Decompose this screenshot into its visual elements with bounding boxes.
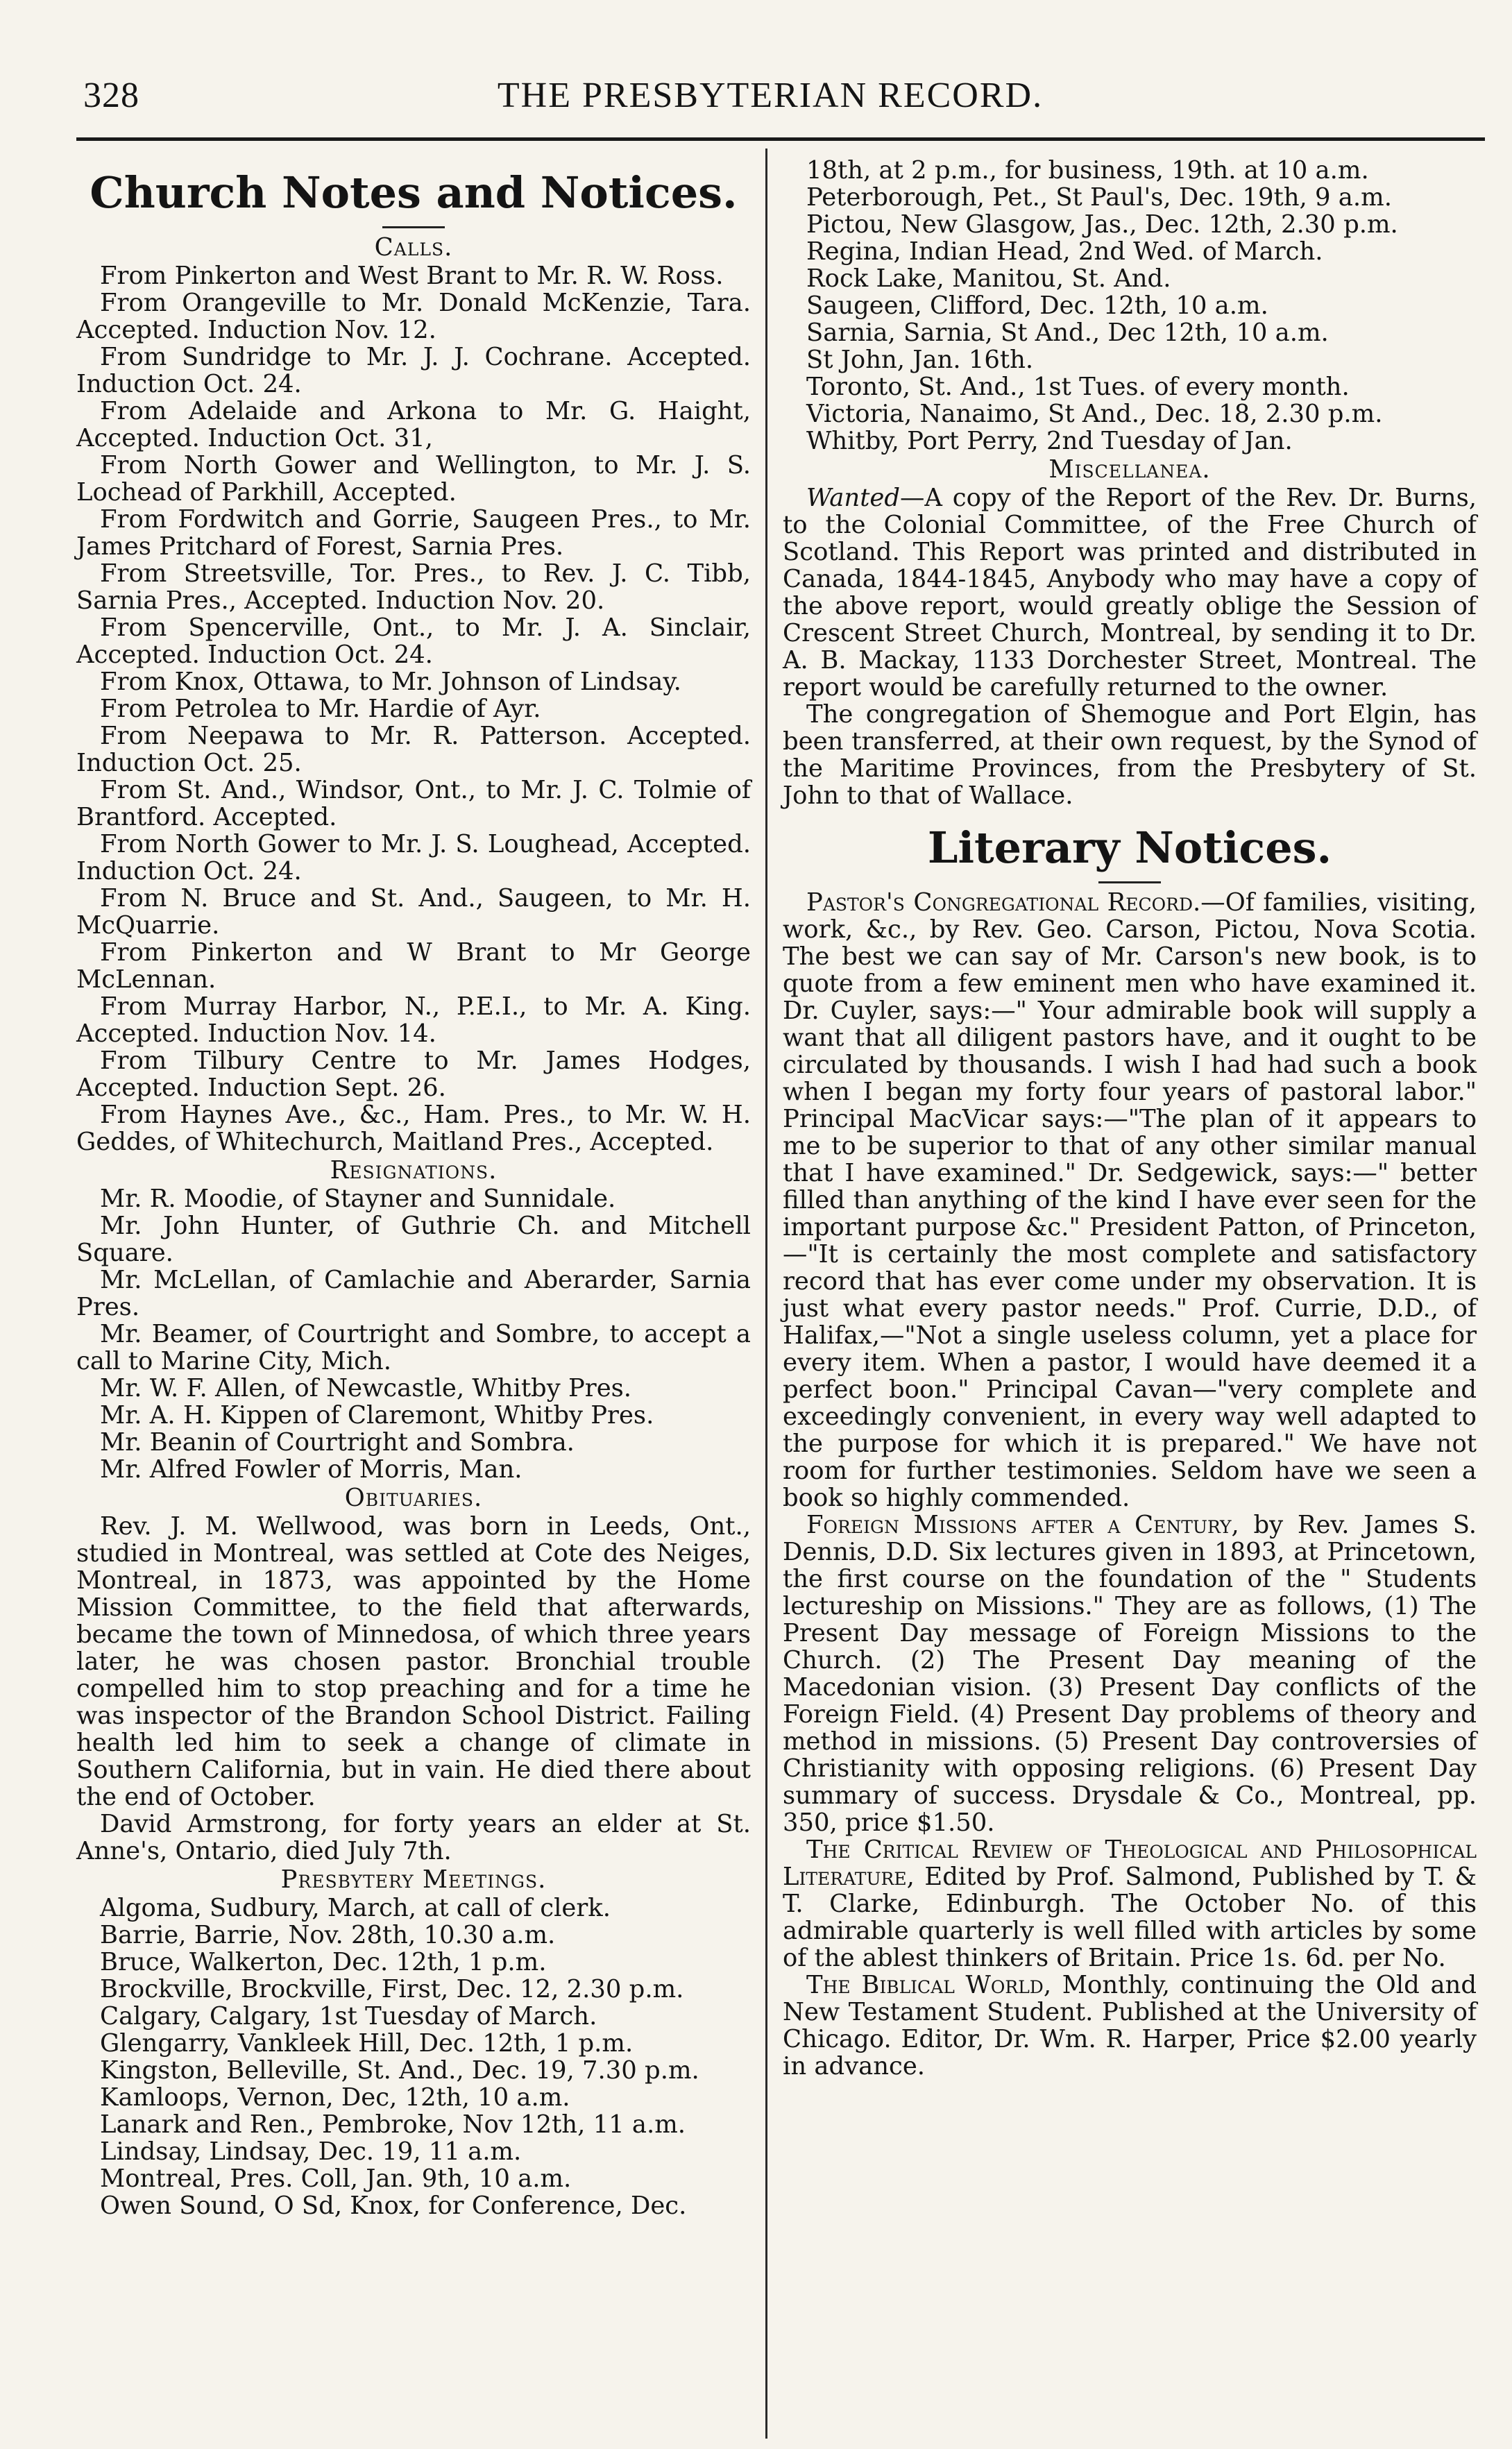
literary-notice-title: The Critical Review of Theological and Philosophical Literature, bbox=[783, 1836, 1477, 1891]
call-entry: From Pinkerton and West Brant to Mr. R. W. Ross. bbox=[100, 262, 724, 290]
call-entry: From Murray Harbor, N., P.E.I., to Mr. A. King. Accepted. Induction Nov. 14. bbox=[76, 992, 751, 1048]
resignation-entry: Mr. Beamer, of Courtright and Sombre, to accept a call to Marine City, Mich. bbox=[76, 1320, 751, 1375]
column-divider bbox=[765, 149, 767, 2439]
meeting-entry: 18th, at 2 p.m., for business, 19th. at 10 a.m. bbox=[806, 156, 1369, 185]
resignations-list bbox=[76, 1185, 751, 1483]
meeting-entry: Brockville, Brockville, First, Dec. 12, 2.30 p.m. bbox=[100, 1975, 684, 2003]
literary-notice-text: by Rev. James S. Dennis, D.D. Six lectures given in 1893, at Princetown, the first course on the foundation of the " Students lectureship on Missions." They are as follows, (1) The Present Day message of Foreign Missions to the Church. (2) The Present Day meaning of the Macedonian vision. (3) Present Day conflicts of the Foreign Field. (4) Present Day problems of theory and method in missions. (5) Present Day controversies of Christianity with opposing religions. (6) Present Day summary of success. Drysdale & Co., Montreal, pp. 350, price $1.50. bbox=[783, 1511, 1477, 1837]
section-title-church-notes: Church Notes and Notices. bbox=[90, 167, 738, 218]
resignations-heading: Resignations. bbox=[330, 1156, 498, 1185]
call-entry: From N. Bruce and St. And., Saugeen, to Mr. H. McQuarrie. bbox=[76, 884, 751, 940]
call-entry: From Sundridge to Mr. J. J. Cochrane. Accepted. Induction Oct. 24. bbox=[76, 343, 751, 398]
call-entry: From Pinkerton and W Brant to Mr George McLennan. bbox=[76, 938, 751, 994]
resignation-entry: Mr. Beanin of Courtright and Sombra. bbox=[100, 1428, 575, 1457]
page-header bbox=[76, 75, 1464, 130]
call-entry: From Tilbury Centre to Mr. James Hodges, Accepted. Induction Sept. 26. bbox=[76, 1046, 751, 1102]
meeting-entry: Calgary, Calgary, 1st Tuesday of March. bbox=[100, 2002, 597, 2031]
calls-heading: Calls. bbox=[374, 233, 453, 262]
call-entry: From Knox, Ottawa, to Mr. Johnson of Lindsay. bbox=[100, 668, 681, 696]
literary-notice bbox=[783, 889, 1477, 1511]
meeting-entry: Lindsay, Lindsay, Dec. 19, 11 a.m. bbox=[100, 2137, 522, 2166]
presbytery-meetings-list bbox=[76, 1895, 751, 2219]
meeting-entry: Victoria, Nanaimo, St And., Dec. 18, 2.30 p.m. bbox=[806, 400, 1383, 428]
literary-notice-text: —Of families, visiting, work, &c., by Rev. Geo. Carson, Pictou, Nova Scotia. The best we can say of Mr. Carson's new book, is to quote from a few eminent men who have examined it. Dr. Cuyler, says:—" Your admirable book will supply a want that all diligent pastors have, and it ought to be circulated by thousands. I wish I had had such a book when I began my forty four years of pastoral labor." Principal MacVicar says:—"The plan of it appears to me to be superior to that of any other similar manual that I have examined." Dr. Sedgewick, says:—" better filled than anything of the kind I have ever seen for the important purpose &c." President Patton, of Princeton,—"It is certainly the most complete and satisfactory record that has ever come under my observation. It is just what every pastor needs." Prof. Currie, D.D., of Halifax,—"Not a single useless column, yet a place for every item. When a pastor, I would have deemed it a perfect boon." Principal Cavan—"very complete and exceedingly convenient, in every way well adapted to the purpose for which it is prepared." We have not room for further testimonies. Seldom have we seen a book so highly commended. bbox=[783, 888, 1477, 1512]
meeting-entry: Saugeen, Clifford, Dec. 12th, 10 a.m. bbox=[806, 291, 1268, 320]
meeting-entry: Kamloops, Vernon, Dec, 12th, 10 a.m. bbox=[100, 2083, 570, 2112]
title-rule bbox=[382, 226, 445, 228]
literary-notice-title: Foreign Missions after a Century, bbox=[806, 1511, 1239, 1539]
meeting-entry: Algoma, Sudbury, March, at call of clerk. bbox=[100, 1894, 611, 1922]
call-entry: From Haynes Ave., &c., Ham. Pres., to Mr. W. H. Geddes, of Whitechurch, Maitland Pres., Accepted. bbox=[76, 1101, 751, 1156]
obituary-entry: Rev. J. M. Wellwood, was born in Leeds, Ont., studied in Montreal, was settled at Cote des Neiges, Montreal, in 1873, was appointed by the Home Mission Committee, to the field that afterwards, became the town of Minnedosa, of which three years later, he was chosen pastor. Bronchial trouble compelled him to stop preaching and for a time he was inspector of the Brandon School District. Failing health led him to seek a change of climate in Southern California, but in vain. He died there about the end of October. bbox=[76, 1512, 751, 1811]
call-entry: From Adelaide and Arkona to Mr. G. Haight, Accepted. Induction Oct. 31, bbox=[76, 397, 751, 452]
literary-notice bbox=[783, 1972, 1477, 2080]
miscellanea-heading: Miscellanea. bbox=[1048, 455, 1211, 484]
shemogue-notice: The congregation of Shemogue and Port Elgin, has been transferred, at their own request, by the Synod of the Maritime Provinces, from the Presbytery of St. John to that of Wallace. bbox=[783, 700, 1477, 810]
literary-notice-title: Pastor's Congregational Record. bbox=[806, 888, 1201, 917]
wanted-text: —A copy of the Report of the Rev. Dr. Burns, to the Colonial Committee, of the Free Church of Scotland. This Report was printed and distributed in Canada, 1844-1845, Anybody who may have a copy of the above report, would greatly oblige the Session of Crescent Street Church, Montreal, by sending it to Dr. A. B. Mackay, 1133 Dorchester Street, Montreal. The report would be carefully returned to the owner. bbox=[783, 484, 1477, 702]
call-entry: From North Gower and Wellington, to Mr. J. S. Lochead of Parkhill, Accepted. bbox=[76, 451, 751, 507]
call-entry: From Neepawa to Mr. R. Patterson. Accepted. Induction Oct. 25. bbox=[76, 722, 751, 777]
call-entry: From Orangeville to Mr. Donald McKenzie, Tara. Accepted. Induction Nov. 12. bbox=[76, 289, 751, 344]
meeting-entry: Lanark and Ren., Pembroke, Nov 12th, 11 a.m. bbox=[100, 2110, 686, 2139]
call-entry: From Streetsville, Tor. Pres., to Rev. J. C. Tibb, Sarnia Pres., Accepted. Induction Nov. 20. bbox=[76, 559, 751, 615]
call-entry: From Petrolea to Mr. Hardie of Ayr. bbox=[100, 695, 541, 723]
right-column bbox=[783, 157, 1477, 2080]
wanted-notice bbox=[783, 484, 1477, 701]
call-entry: From Fordwitch and Gorrie, Saugeen Pres., to Mr. James Pritchard of Forest, Sarnia Pres. bbox=[76, 505, 751, 561]
literary-notice-title: The Biblical World, bbox=[806, 1971, 1052, 1999]
presbytery-meetings-heading: Presbytery Meetings. bbox=[280, 1865, 547, 1894]
meeting-entry: Kingston, Belleville, St. And., Dec. 19, 7.30 p.m. bbox=[100, 2056, 699, 2085]
obituaries-heading: Obituaries. bbox=[344, 1484, 483, 1512]
journal-title: THE PRESBYTERIAN RECORD. bbox=[497, 76, 1044, 115]
resignation-entry: Mr. R. Moodie, of Stayner and Sunnidale. bbox=[100, 1185, 616, 1213]
meeting-entry: Owen Sound, O Sd, Knox, for Conference, Dec. bbox=[100, 2192, 687, 2220]
calls-list bbox=[76, 262, 751, 1155]
resignation-entry: Mr. A. H. Kippen of Claremont, Whitby Pres. bbox=[100, 1401, 654, 1430]
resignation-entry: Mr. McLellan, of Camlachie and Aberarder, Sarnia Pres. bbox=[76, 1266, 751, 1321]
meeting-entry: St John, Jan. 16th. bbox=[806, 346, 1034, 374]
left-column bbox=[76, 157, 751, 2219]
call-entry: From St. And., Windsor, Ont., to Mr. J. C. Tolmie of Brantford. Accepted. bbox=[76, 776, 751, 831]
resignation-entry: Mr. John Hunter, of Guthrie Ch. and Mitchell Square. bbox=[76, 1212, 751, 1267]
call-entry: From North Gower to Mr. J. S. Loughead, Accepted. Induction Oct. 24. bbox=[76, 830, 751, 885]
meeting-entry: Sarnia, Sarnia, St And., Dec 12th, 10 a.m. bbox=[806, 319, 1329, 347]
literary-notice bbox=[783, 1836, 1477, 1972]
meeting-entry: Rock Lake, Manitou, St. And. bbox=[806, 264, 1171, 293]
presbytery-meetings-continued bbox=[783, 157, 1477, 455]
meeting-entry: Regina, Indian Head, 2nd Wed. of March. bbox=[806, 237, 1323, 266]
meeting-entry: Peterborough, Pet., St Paul's, Dec. 19th, 9 a.m. bbox=[806, 183, 1392, 212]
obituary-entry: David Armstrong, for forty years an elder at St. Anne's, Ontario, died July 7th. bbox=[76, 1810, 751, 1865]
page-number: 328 bbox=[83, 76, 139, 115]
resignation-entry: Mr. W. F. Allen, of Newcastle, Whitby Pres. bbox=[100, 1374, 632, 1403]
meeting-entry: Barrie, Barrie, Nov. 28th, 10.30 a.m. bbox=[100, 1921, 556, 1949]
literary-notices-list bbox=[783, 889, 1477, 2080]
meeting-entry: Whitby, Port Perry, 2nd Tuesday of Jan. bbox=[806, 427, 1293, 455]
literary-title-rule bbox=[1098, 881, 1161, 883]
meeting-entry: Glengarry, Vankleek Hill, Dec. 12th, 1 p.m. bbox=[100, 2029, 634, 2058]
wanted-label: Wanted bbox=[806, 484, 901, 512]
section-title-literary-notices: Literary Notices. bbox=[927, 822, 1332, 873]
meeting-entry: Bruce, Walkerton, Dec. 12th, 1 p.m. bbox=[100, 1948, 547, 1976]
call-entry: From Spencerville, Ont., to Mr. J. A. Sinclair, Accepted. Induction Oct. 24. bbox=[76, 613, 751, 669]
literary-notice-text: Monthly, continuing the Old and New Testament Student. Published at the University of Chicago. Editor, Dr. Wm. R. Harper, Price $2.00 yearly in advance. bbox=[783, 1971, 1477, 2081]
meeting-entry: Toronto, St. And., 1st Tues. of every month. bbox=[806, 373, 1350, 401]
literary-notice bbox=[783, 1511, 1477, 1836]
meeting-entry: Montreal, Pres. Coll, Jan. 9th, 10 a.m. bbox=[100, 2164, 572, 2193]
meeting-entry: Pictou, New Glasgow, Jas., Dec. 12th, 2.30 p.m. bbox=[806, 210, 1398, 239]
obituaries-list bbox=[76, 1513, 751, 1865]
literary-notice-text: Edited by Prof. Salmond, Published by T. & T. Clarke, Edinburgh. The October No. of this admirable quarterly is well filled with articles by some of the ablest thinkers of Britain. Price 1s. 6d. per No. bbox=[783, 1863, 1477, 1972]
resignation-entry: Mr. Alfred Fowler of Morris, Man. bbox=[100, 1455, 523, 1484]
header-rule bbox=[76, 137, 1485, 141]
